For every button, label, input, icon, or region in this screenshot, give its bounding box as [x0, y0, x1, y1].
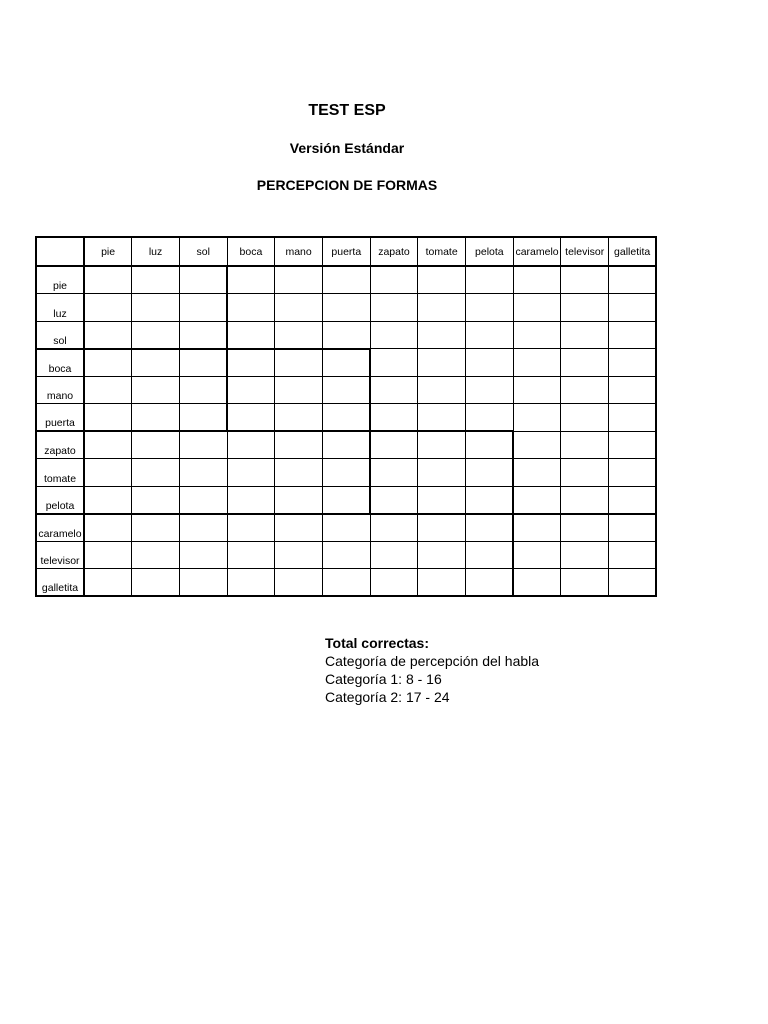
response-cell[interactable]	[609, 294, 657, 322]
response-cell[interactable]	[466, 569, 514, 597]
response-cell[interactable]	[609, 404, 657, 432]
response-cell[interactable]	[609, 569, 657, 597]
response-cell[interactable]	[179, 266, 227, 294]
response-cell[interactable]	[227, 569, 275, 597]
response-cell[interactable]	[132, 541, 180, 569]
response-cell[interactable]	[466, 404, 514, 432]
response-cell[interactable]	[370, 376, 418, 404]
response-cell[interactable]	[275, 486, 323, 514]
response-cell[interactable]	[275, 404, 323, 432]
response-cell[interactable]	[84, 541, 132, 569]
response-cell[interactable]	[322, 486, 370, 514]
response-cell[interactable]	[84, 376, 132, 404]
column-header: tomate	[418, 237, 466, 266]
response-cell[interactable]	[466, 294, 514, 322]
grid-row	[36, 431, 656, 459]
response-cell[interactable]	[322, 266, 370, 294]
response-cell[interactable]	[418, 376, 466, 404]
column-header: boca	[227, 237, 275, 266]
response-cell[interactable]	[609, 514, 657, 542]
column-header: sol	[179, 237, 227, 266]
response-cell[interactable]	[561, 486, 609, 514]
response-cell[interactable]	[84, 266, 132, 294]
category-1-range: Categoría 1: 8 - 16	[325, 671, 442, 687]
response-cell[interactable]	[466, 514, 514, 542]
response-cell[interactable]	[322, 294, 370, 322]
response-cell[interactable]	[132, 321, 180, 349]
response-cell[interactable]	[227, 459, 275, 487]
response-cell[interactable]	[609, 431, 657, 459]
column-header: pelota	[466, 237, 514, 266]
grid-row	[36, 349, 656, 377]
response-cell[interactable]	[275, 431, 323, 459]
response-cell[interactable]	[561, 569, 609, 597]
row-label: tomate	[36, 459, 84, 487]
response-cell[interactable]	[609, 349, 657, 377]
response-cell[interactable]	[370, 569, 418, 597]
response-cell[interactable]	[609, 266, 657, 294]
response-cell[interactable]	[322, 321, 370, 349]
response-cell[interactable]	[84, 569, 132, 597]
response-cell[interactable]	[370, 459, 418, 487]
response-cell[interactable]	[609, 376, 657, 404]
row-label: luz	[36, 294, 84, 322]
response-cell[interactable]	[466, 431, 514, 459]
column-header: televisor	[561, 237, 609, 266]
grid-row	[36, 266, 656, 294]
response-cell[interactable]	[418, 349, 466, 377]
grid-row	[36, 541, 656, 569]
response-cell[interactable]	[513, 294, 561, 322]
response-cell[interactable]	[466, 541, 514, 569]
response-cell[interactable]	[179, 376, 227, 404]
response-cell[interactable]	[132, 266, 180, 294]
response-cell[interactable]	[466, 486, 514, 514]
response-cell[interactable]	[322, 431, 370, 459]
response-cell[interactable]	[179, 349, 227, 377]
grid-row	[36, 376, 656, 404]
version-subtitle: Versión Estándar	[289, 140, 405, 156]
response-cell[interactable]	[418, 514, 466, 542]
response-cell[interactable]	[418, 486, 466, 514]
response-cell[interactable]	[275, 569, 323, 597]
response-cell[interactable]	[561, 459, 609, 487]
response-cell[interactable]	[561, 514, 609, 542]
response-cell[interactable]	[561, 294, 609, 322]
response-cell[interactable]	[132, 294, 180, 322]
row-label: boca	[36, 349, 84, 377]
row-label: televisor	[36, 541, 84, 569]
response-cell[interactable]	[132, 431, 180, 459]
response-cell[interactable]	[418, 321, 466, 349]
response-cell[interactable]	[179, 431, 227, 459]
response-cell[interactable]	[322, 349, 370, 377]
grid-row	[36, 569, 656, 597]
response-cell[interactable]	[132, 514, 180, 542]
response-cell[interactable]	[513, 541, 561, 569]
response-cell[interactable]	[179, 294, 227, 322]
column-header: galletita	[609, 237, 657, 266]
response-cell[interactable]	[513, 459, 561, 487]
row-label: puerta	[36, 404, 84, 432]
response-cell[interactable]	[561, 321, 609, 349]
response-cell[interactable]	[513, 321, 561, 349]
response-cell[interactable]	[132, 404, 180, 432]
response-cell[interactable]	[84, 486, 132, 514]
response-cell[interactable]	[227, 541, 275, 569]
row-label: caramelo	[36, 514, 84, 542]
row-label: mano	[36, 376, 84, 404]
response-cell[interactable]	[370, 514, 418, 542]
response-cell[interactable]	[370, 431, 418, 459]
response-cell[interactable]	[322, 569, 370, 597]
response-cell[interactable]	[466, 459, 514, 487]
response-cell[interactable]	[513, 404, 561, 432]
response-cell[interactable]	[179, 569, 227, 597]
response-cell[interactable]	[513, 376, 561, 404]
response-cell[interactable]	[370, 486, 418, 514]
response-cell[interactable]	[275, 349, 323, 377]
response-cell[interactable]	[179, 459, 227, 487]
response-cell[interactable]	[275, 294, 323, 322]
response-cell[interactable]	[466, 266, 514, 294]
response-cell[interactable]	[275, 541, 323, 569]
response-cell[interactable]	[561, 376, 609, 404]
response-cell[interactable]	[132, 569, 180, 597]
section-title: PERCEPCION DE FORMAS	[256, 177, 438, 193]
column-header: luz	[132, 237, 180, 266]
response-cell[interactable]	[227, 486, 275, 514]
response-cell[interactable]	[227, 404, 275, 432]
response-cell[interactable]	[275, 459, 323, 487]
response-cell[interactable]	[418, 266, 466, 294]
response-cell[interactable]	[322, 459, 370, 487]
response-cell[interactable]	[275, 514, 323, 542]
response-cell[interactable]	[466, 349, 514, 377]
response-cell[interactable]	[513, 266, 561, 294]
response-cell[interactable]	[322, 514, 370, 542]
grid-row	[36, 459, 656, 487]
response-cell[interactable]	[513, 486, 561, 514]
response-cell[interactable]	[227, 431, 275, 459]
response-cell[interactable]	[275, 266, 323, 294]
grid-row	[36, 514, 656, 542]
response-cell[interactable]	[275, 321, 323, 349]
response-cell[interactable]	[322, 376, 370, 404]
row-label: galletita	[36, 569, 84, 597]
column-header: zapato	[370, 237, 418, 266]
response-cell[interactable]	[370, 266, 418, 294]
response-cell[interactable]	[609, 459, 657, 487]
response-cell[interactable]	[418, 459, 466, 487]
total-correct-label: Total correctas:	[325, 635, 429, 651]
row-label: pie	[36, 266, 84, 294]
response-cell[interactable]	[513, 514, 561, 542]
response-cell[interactable]	[227, 294, 275, 322]
response-cell[interactable]	[513, 349, 561, 377]
grid-row	[36, 404, 656, 432]
response-cell[interactable]	[609, 321, 657, 349]
response-cell[interactable]	[561, 431, 609, 459]
row-label: sol	[36, 321, 84, 349]
response-cell[interactable]	[418, 541, 466, 569]
grid-row	[36, 321, 656, 349]
response-cell[interactable]	[370, 321, 418, 349]
response-cell[interactable]	[227, 266, 275, 294]
column-header: caramelo	[513, 237, 561, 266]
response-cell[interactable]	[84, 349, 132, 377]
row-label: zapato	[36, 431, 84, 459]
grid-row	[36, 294, 656, 322]
column-header: puerta	[322, 237, 370, 266]
response-cell[interactable]	[132, 459, 180, 487]
response-cell[interactable]	[179, 321, 227, 349]
response-cell[interactable]	[561, 266, 609, 294]
response-cell[interactable]	[513, 431, 561, 459]
response-cell[interactable]	[370, 294, 418, 322]
response-cell[interactable]	[84, 459, 132, 487]
response-cell[interactable]	[466, 376, 514, 404]
grid-row	[36, 486, 656, 514]
response-cell[interactable]	[84, 431, 132, 459]
response-cell[interactable]	[418, 431, 466, 459]
response-cell[interactable]	[84, 321, 132, 349]
response-cell[interactable]	[275, 376, 323, 404]
response-cell[interactable]	[84, 514, 132, 542]
category-2-range: Categoría 2: 17 - 24	[325, 689, 450, 705]
page-title: TEST ESP	[308, 102, 386, 119]
response-cell[interactable]	[370, 349, 418, 377]
response-cell[interactable]	[84, 294, 132, 322]
response-cell[interactable]	[370, 541, 418, 569]
column-header: pie	[84, 237, 132, 266]
response-cell[interactable]	[132, 376, 180, 404]
response-grid	[35, 236, 657, 597]
response-cell[interactable]	[609, 541, 657, 569]
response-cell[interactable]	[561, 541, 609, 569]
response-cell[interactable]	[179, 404, 227, 432]
response-cell[interactable]	[227, 349, 275, 377]
response-cell[interactable]	[561, 349, 609, 377]
response-cell[interactable]	[609, 486, 657, 514]
response-cell[interactable]	[132, 486, 180, 514]
category-title: Categoría de percepción del habla	[325, 653, 540, 669]
response-cell[interactable]	[84, 404, 132, 432]
response-cell[interactable]	[322, 541, 370, 569]
response-cell[interactable]	[561, 404, 609, 432]
response-cell[interactable]	[227, 514, 275, 542]
response-cell[interactable]	[179, 486, 227, 514]
results-summary	[325, 634, 539, 706]
response-cell[interactable]	[179, 514, 227, 542]
response-cell[interactable]	[322, 404, 370, 432]
column-header: mano	[275, 237, 323, 266]
response-cell[interactable]	[370, 404, 418, 432]
response-cell[interactable]	[132, 349, 180, 377]
response-cell[interactable]	[227, 376, 275, 404]
response-cell[interactable]	[513, 569, 561, 597]
response-cell[interactable]	[466, 321, 514, 349]
grid-corner-cell	[36, 237, 84, 266]
response-cell[interactable]	[418, 569, 466, 597]
response-cell[interactable]	[418, 294, 466, 322]
response-cell[interactable]	[418, 404, 466, 432]
response-cell[interactable]	[179, 541, 227, 569]
response-cell[interactable]	[227, 321, 275, 349]
row-label: pelota	[36, 486, 84, 514]
